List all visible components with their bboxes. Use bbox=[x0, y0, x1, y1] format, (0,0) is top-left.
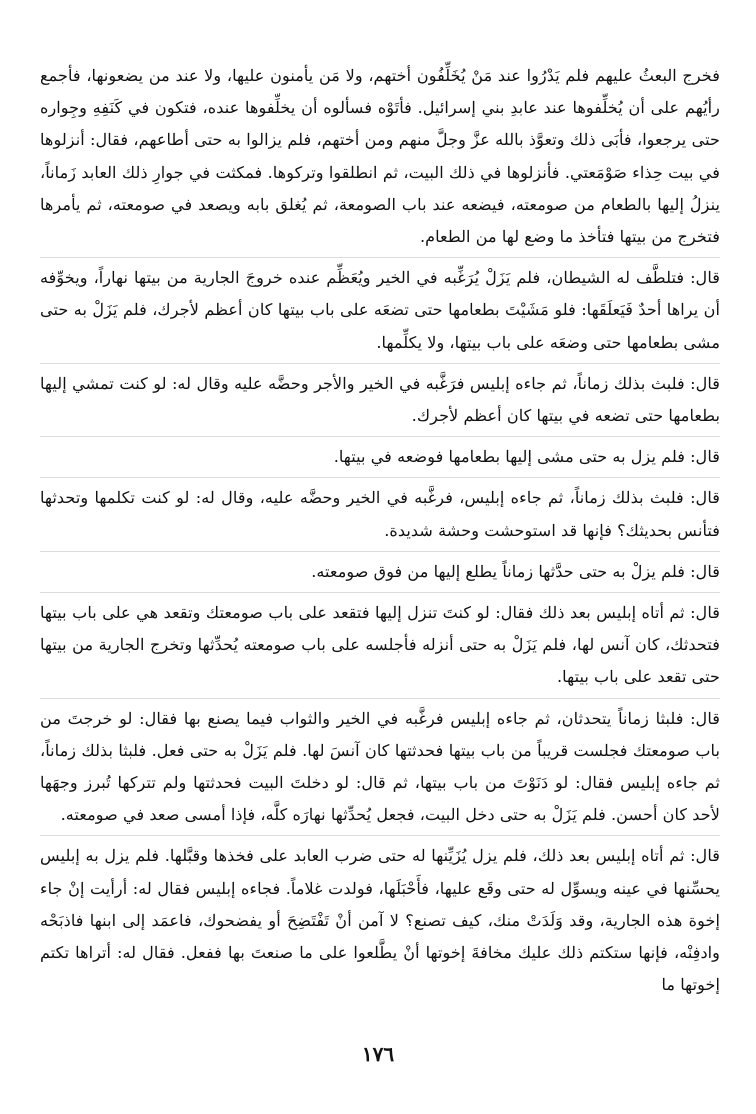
paragraph-7: قال: ثم أتاه إبليس بعد ذلك فقال: لو كنتَ تنزل إليها فتقعد على باب صومعتك وتقعد هي على باب بيتها فتحدثك، كان آنس لها، فلم يَزَلْ به حتى أنزله فأجلسه على باب صومعته يُحدِّثها وتخرج الجارية من بيتها حتى تقعد على باب بيتها. bbox=[40, 597, 720, 699]
paragraph-4: قال: فلم يزل به حتى مشى إليها بطعامها فوضعه في بيتها. bbox=[40, 441, 720, 478]
paragraph-9: قال: ثم أتاه إبليس بعد ذلك، فلم يزل يُزَيِّنها له حتى ضرب العابد على فخذها وقبَّلها. فلم يزل به إبليس يحسِّنها في عينه ويسوِّل له حتى وقَع عليها، فأَحْبَلَها، فولدت غلاماً. فجاءه إبليس فقال له: أرأيت إنْ جاء إخوة هذه الجارية، وقد وَلَدَتْ منك، كيف تصنع؟ لا آمن أنْ تَفْتَضِحَ أو يفضحوك، فاعمَد إلى ابنها فاذبَحْه وادفِنْه، فإنها ستكتم ذلك عليك مخافةَ إخوتها أنْ يطَّلعوا على ما صنعتَ بها ففعل. فقال له: أتراها تكتم إخوتها ما bbox=[40, 846, 720, 995]
paragraph-5: قال: فلبث بذلك زماناً، ثم جاءه إبليس، فرغَّبه في الخير وحضَّه عليه، وقال له: لو كنت تكلمها وتحدثها فتأنس بحديثك؟ فإنها قد استوحشت وحشة شديدة. bbox=[40, 482, 720, 551]
page-body bbox=[40, 60, 720, 1009]
paragraph-1: فخرج البعثُ عليهم فلم يَدْرُوا عند مَنْ يُخَلِّفُون أختهم، ولا مَن يأمنون عليها، ولا عند من يضعونها، فأجمع رأيُهم على أن يُخلِّفوها عند عابدِ بني إسرائيل. فأتَوْه فسألوه أن يخلِّفوها عنده، فتكون في كَنَفِهِ وجِواره حتى يرجعوا، فأبَى ذلك وتعوَّذ بالله عزَّ وجلَّ منهم ومن أختهم، فلم يزالوا به حتى أطاعهم، فقال: أنزلوها في بيت حِذاء صَوْمَعتي. فأنزلوها في ذلك البيت، ثم انطلقوا وتركوها. فمكثت في جوارِ ذلك العابد زَماناً، ينزلُ إليها بالطعام من صومعته، فيضعه عند باب الصومعة، ثم يُغلق بابه ويصعد في صومعته، ثم يأمرها فتخرج من بيتها فتأخذ ما وضع لها من الطعام. bbox=[40, 60, 720, 258]
page-number: ١٧٦ bbox=[361, 1042, 395, 1066]
paragraph-6: قال: فلم يزلْ به حتى حدَّثها زماناً يطلع إليها من فوق صومعته. bbox=[40, 556, 720, 593]
paragraph-8: قال: فلبثا زماناً يتحدثان، ثم جاءه إبليس فرغَّبه في الخير والثواب فيما يصنع بها فقال: لو خرجتَ من باب صومعتك فجلست قريباً من باب بيتها فحدثتها كان آنسَ لها. فلم يَزَلْ به حتى فعل. فلبثا بذلك زماناً، ثم جاءه إبليس فقال: لو دَنَوْتَ من باب بيتها، ثم قال: لو دخلتَ البيت فحدثتها ولم تتركها تُبرز وجهَها لأحد كان أحسن. فلم يَزَلْ به حتى دخل البيت، فجعل يُحدِّثها نهارَه كلَّه، فإذا أمسى صعد في صومعته. bbox=[40, 703, 720, 837]
paragraph-2: قال: فتلطَّف له الشيطان، فلم يَزَلْ يُرَغِّبه في الخير ويُعَظِّم عنده خروجَ الجارية من بيتها نهاراً، ويخوِّفه أن يراها أحدٌ فَيَعلَقَها: فلو مَشَيْتَ بطعامها حتى تضعَه على باب بيتها كان أعظم لأجرك، فلم يَزَلْ به حتى مشى بطعامها حتى وضعَه على باب بيتها، ولا يكلِّمها. bbox=[40, 262, 720, 364]
paragraph-3: قال: فلبث بذلك زماناً، ثم جاءه إبليس فرَغَّبه في الخير والأجر وحضَّه عليه وقال له: لو كنت تمشي إليها بطعامها حتى تضعه في بيتها كان أعظم لأجرك. bbox=[40, 368, 720, 437]
